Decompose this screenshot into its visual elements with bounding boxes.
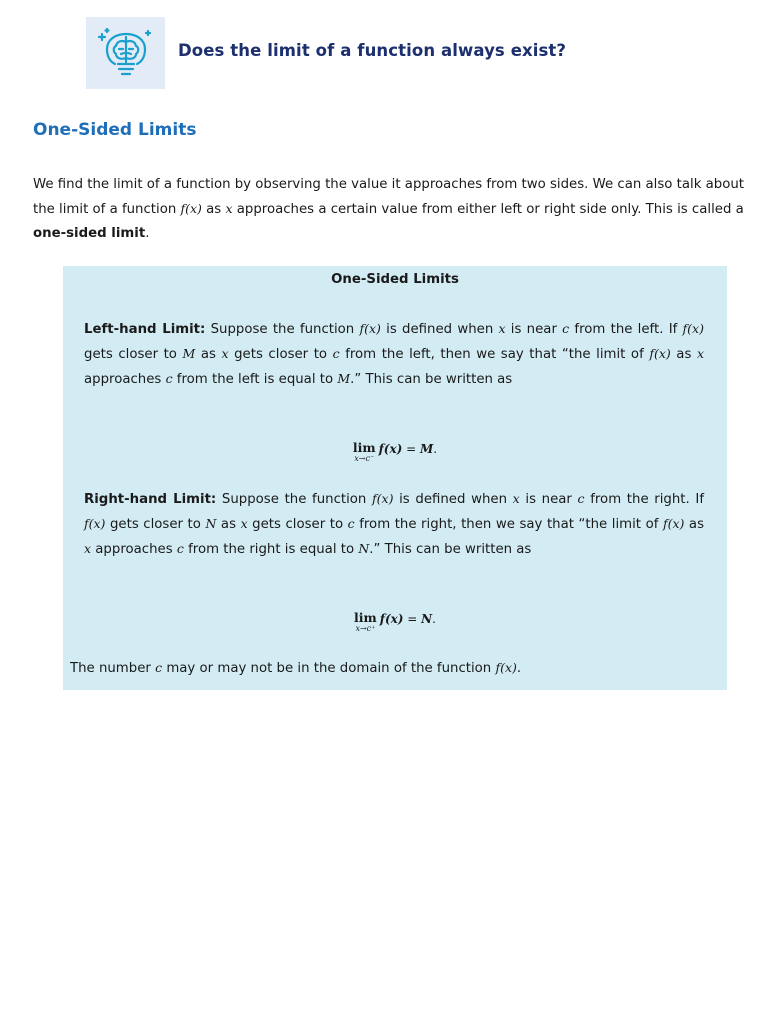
intro-paragraph: We find the limit of a function by observing the value it approaches from two sides. We can also talk about the limit of a function f(x) as x approaches a certain value from either left or right side only. This is called a one-sided limit. [33,177,744,241]
right-hand-limit-paragraph: Right-hand Limit: Suppose the function f(x) is defined when x is near c from the right. If f(x) gets closer to N as x gets closer to c from the right, then we say that “the limit of f(x) as x approaches c from the right is equal to N.” This can be written as [84,491,704,557]
left-hand-limit-label: Left-hand Limit: [84,322,206,337]
definition-box [63,266,727,690]
left-hand-limit-paragraph: Left-hand Limit: Suppose the function f(x) is defined when x is near c from the left. If f(x) gets closer to M as x gets closer to c from the left, then we say that “the limit of f(x) as x approaches c from the left is equal to M.” This can be written as [84,321,704,387]
domain-note: The number c may or may not be in the domain of the function f(x). [70,660,522,676]
section-heading: One-Sided Limits [33,120,197,140]
page-title: Does the limit of a function always exist? [178,41,567,60]
one-sided-limit-term: one-sided limit [33,226,146,241]
brain-lightbulb-icon [96,25,156,81]
definition-box-title: One-Sided Limits [331,272,459,287]
left-limit-formula: lim x→c⁻ f(x) = M. [352,440,438,463]
right-limit-formula: lim x→c⁺ f(x) = N. [354,610,436,633]
header-icon-box [86,17,165,89]
right-hand-limit-label: Right-hand Limit: [84,492,217,507]
